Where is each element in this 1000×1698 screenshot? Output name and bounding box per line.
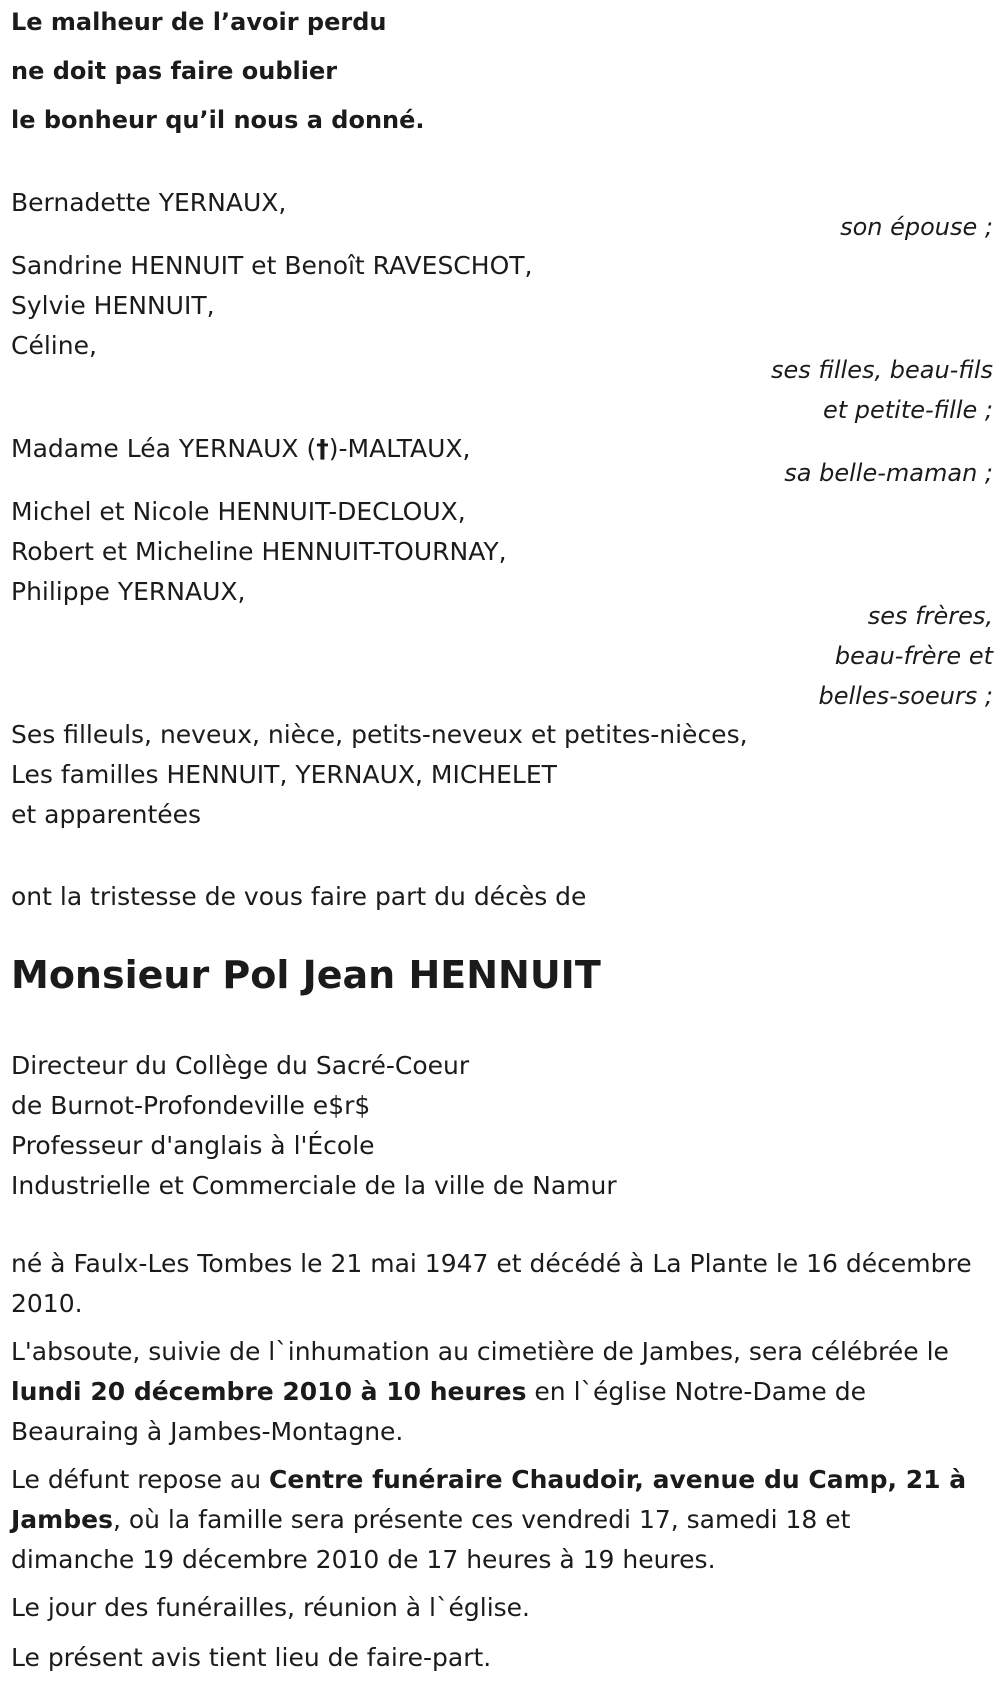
sibling-line-1: Michel et Nicole HENNUIT-DECLOUX, — [11, 497, 466, 526]
spouse-relation: son épouse ; — [840, 213, 993, 241]
visitation-paragraph: Le défunt repose au Centre funéraire Chaudoir, avenue du Camp, 21 à Jambes, où la famille sera présente ces vendredi 17, samedi 18 et dimanche 19 décembre 2010 de 17 heures à 19 heures. — [11, 1465, 967, 1574]
mother-in-law-name: Madame Léa YERNAUX (†)-MALTAUX, — [11, 434, 471, 463]
birth-death-paragraph: né à Faulx-Les Tombes le 21 mai 1947 et décédé à La Plante le 16 décembre 2010. — [11, 1249, 972, 1318]
funeral-day-paragraph: Le jour des funérailles, réunion à l`église. — [11, 1593, 530, 1622]
quote-line-2: ne doit pas faire oublier — [11, 57, 338, 85]
quote-line-1: Le malheur de l’avoir perdu — [11, 8, 387, 36]
siblings-relation-1: ses frères, — [867, 602, 993, 630]
daughter-line-1: Sandrine HENNUIT et Benoît RAVESCHOT, — [11, 251, 533, 280]
sibling-line-3: Philippe YERNAUX, — [11, 577, 246, 606]
quote-line-3: le bonheur qu’il nous a donné. — [11, 106, 425, 134]
deceased-name: Monsieur Pol Jean HENNUIT — [11, 953, 601, 997]
daughter-line-2: Sylvie HENNUIT, — [11, 291, 215, 320]
daughters-relation-2: et petite-fille ; — [822, 396, 993, 424]
sibling-line-2: Robert et Micheline HENNUIT-TOURNAY, — [11, 537, 507, 566]
career-line-1: Directeur du Collège du Sacré-Coeur — [11, 1051, 470, 1080]
notice-paragraph: Le présent avis tient lieu de faire-part. — [11, 1643, 492, 1672]
others-line-1: Ses filleuls, neveux, nièce, petits-neveux et petites-nièces, — [11, 720, 748, 749]
ceremony-date: lundi 20 décembre 2010 à 10 heures — [11, 1377, 527, 1406]
daughter-line-3: Céline, — [11, 331, 97, 360]
career-line-2: de Burnot-Profondeville e$r$ — [11, 1091, 371, 1120]
cross-icon: † — [316, 434, 329, 463]
others-line-2: Les familles HENNUIT, YERNAUX, MICHELET — [11, 760, 557, 789]
career-line-3: Professeur d'anglais à l'École — [11, 1131, 375, 1160]
siblings-relation-2: beau-frère et — [834, 642, 993, 670]
announcement: ont la tristesse de vous faire part du décès de — [11, 882, 587, 911]
career-line-4: Industrielle et Commerciale de la ville de Namur — [11, 1171, 617, 1200]
siblings-relation-3: belles-soeurs ; — [818, 682, 993, 710]
daughters-relation-1: ses filles, beau-fils — [770, 356, 993, 384]
others-line-3: et apparentées — [11, 800, 202, 829]
spouse-name: Bernadette YERNAUX, — [11, 188, 287, 217]
visitation-location: Centre funéraire Chaudoir, avenue du Camp, 21 à Jambes — [11, 1465, 967, 1534]
ceremony-paragraph: L'absoute, suivie de l`inhumation au cimetière de Jambes, sera célébrée le lundi 20 décembre 2010 à 10 heures en l`église Notre-Dame de Beauraing à Jambes-Montagne. — [11, 1337, 949, 1446]
mother-in-law-relation: sa belle-maman ; — [784, 459, 993, 487]
